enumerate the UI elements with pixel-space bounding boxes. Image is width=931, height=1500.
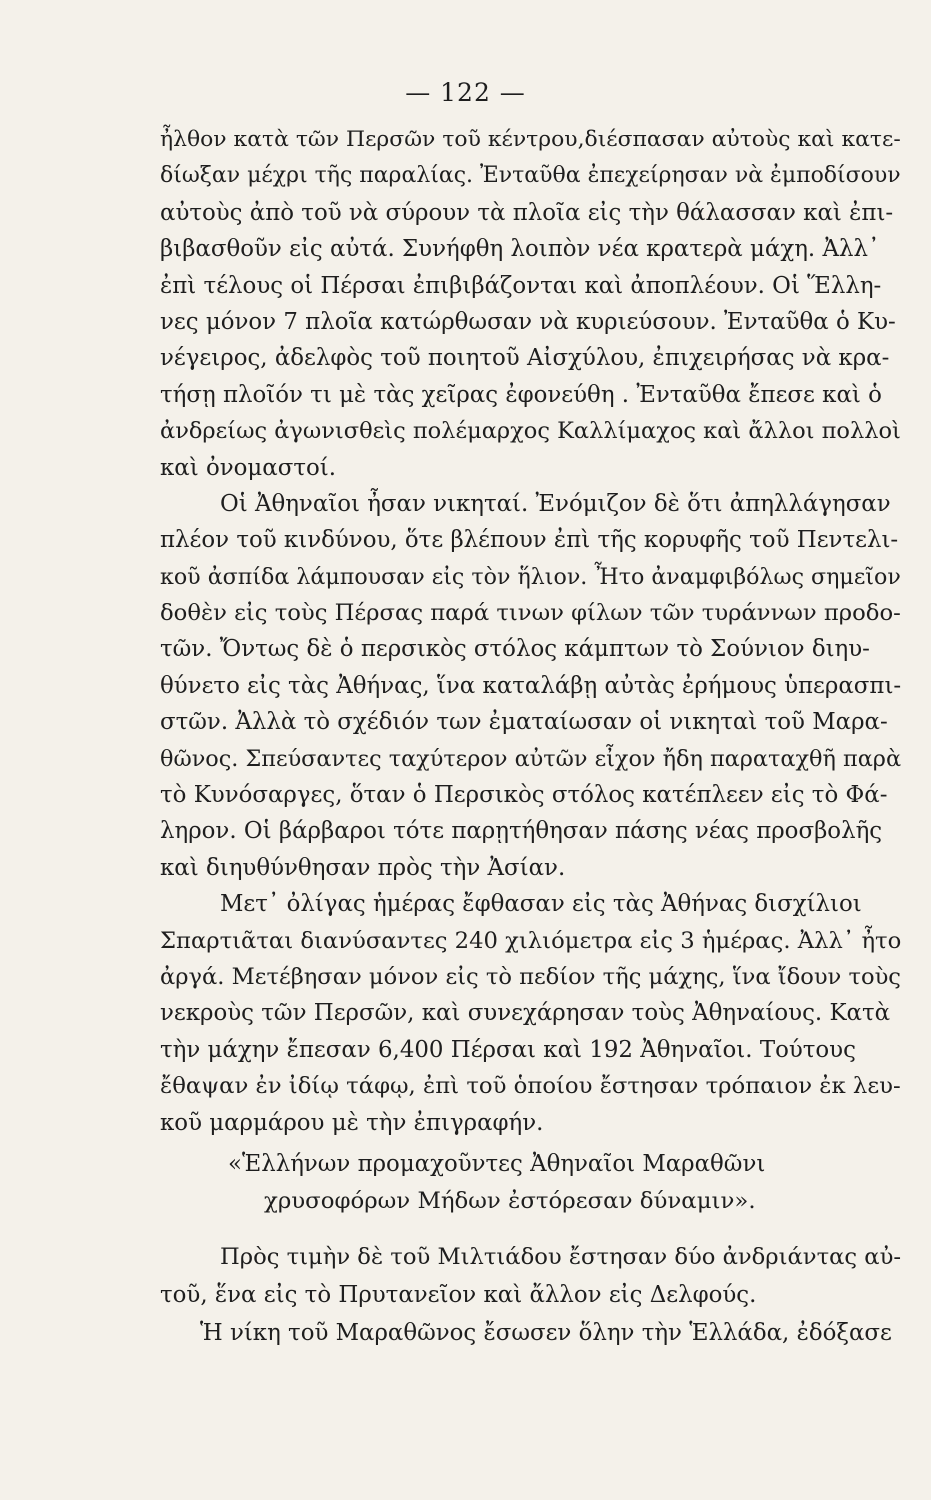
text-line: τὸ Κυνόσαργες, ὅταν ὁ Περσικὸς στόλος κατέπλεεν εἰς τὸ Φά- bbox=[160, 782, 888, 809]
text-line: Οἱ Ἀθηναῖοι ἦσαν νικηταί. Ἐνόμιζον δὲ ὅτι ἀπηλλάγησαν bbox=[220, 490, 891, 517]
text-line: τὴν μάχην ἔπεσαν 6,400 Πέρσαι καὶ 192 Ἀθηναῖοι. Τούτους bbox=[160, 1036, 856, 1063]
text-line: θῶνος. Σπεύσαντες ταχύτερον αὐτῶν εἶχον ἤδη παραταχθῆ παρὰ bbox=[160, 745, 902, 772]
text-line: πλέον τοῦ κινδύνου, ὅτε βλέπουν ἐπὶ τῆς κορυφῆς τοῦ Πεντελι- bbox=[160, 527, 899, 554]
text-line: δίωξαν μέχρι τῆς παραλίας. Ἐνταῦθα ἐπεχείρησαν νὰ ἐμποδίσουν bbox=[160, 163, 901, 189]
text-line: καὶ διηυθύνθησαν πρὸς τὴν Ἀσίαν. bbox=[160, 854, 566, 881]
epigram-quote bbox=[228, 1146, 888, 1220]
text-line: Σπαρτιᾶται διανύσαντες 240 χιλιόμετρα εἰς 3 ἡμέρας. Ἀλλ᾽ ἦτο bbox=[160, 927, 902, 954]
text-line: τοῦ, ἕνα εἰς τὸ Πρυτανεῖον καὶ ἄλλον εἰς Δελφούς. bbox=[160, 1282, 757, 1308]
text-line: ἐπὶ τέλους οἱ Πέρσαι ἐπιβιβάζονται καὶ ἀποπλέουν. Οἱ Ἕλλη- bbox=[160, 272, 882, 299]
text-line: ἀργά. Μετέβησαν μόνον εἰς τὸ πεδίον τῆς μάχης, ἵνα ἴδουν τοὺς bbox=[160, 963, 901, 990]
text-line: ἦλθον κατὰ τῶν Περσῶν τοῦ κέντρου,διέσπασαν αὐτοὺς καὶ κατε- bbox=[160, 127, 901, 152]
text-line: στῶν. Ἀλλὰ τὸ σχέδιόν των ἐματαίωσαν οἱ νικηταὶ τοῦ Μαρα- bbox=[160, 709, 888, 736]
text-line: αὐτοὺς ἀπὸ τοῦ νὰ σύρουν τὰ πλοῖα εἰς τὴν θάλασσαν καὶ ἐπι- bbox=[160, 199, 894, 226]
text-line: νεκροὺς τῶν Περσῶν, καὶ συνεχάρησαν τοὺς Ἀθηναίους. Κατὰ bbox=[160, 1000, 891, 1027]
text-line: βιβασθοῦν εἰς αὐτά. Συνήφθη λοιπὸν νέα κρατερὰ μάχη. Ἀλλ᾽ bbox=[160, 236, 880, 263]
text-line: θύνετο εἰς τὰς Ἀθήνας, ἵνα καταλάβῃ αὐτὰς ἐρήμους ὑπερασπι- bbox=[160, 672, 902, 699]
text-line: δοθὲν εἰς τοὺς Πέρσας παρά τινων φίλων τῶν τυράννων προδο- bbox=[160, 600, 901, 627]
text-line: Μετ᾽ ὀλίγας ἡμέρας ἔφθασαν εἰς τὰς Ἀθήνας δισχίλιοι bbox=[220, 891, 862, 918]
text-line: κοῦ ἀσπίδα λάμπουσαν εἰς τὸν ἥλιον. Ἦτο ἀναμφιβόλως σημεῖον bbox=[160, 563, 901, 590]
text-line: καὶ ὀνομαστοί. bbox=[160, 454, 337, 481]
text-line: ἀνδρείως ἀγωνισθεὶς πολέμαρχος Καλλίμαχος καὶ ἄλλοι πολλοὶ bbox=[160, 418, 901, 445]
text-line: κοῦ μαρμάρου μὲ τὴν ἐπιγραφήν. bbox=[160, 1109, 544, 1136]
body-text bbox=[160, 122, 905, 1141]
text-line: νες μόνον 7 πλοῖα κατώρθωσαν νὰ κυριεύσουν. Ἐνταῦθα ὁ Κυ- bbox=[160, 308, 896, 335]
text-line: Ἡ νίκη τοῦ Μαραθῶνος ἔσωσεν ὅλην τὴν Ἑλλάδα, ἐδόξασε bbox=[200, 1320, 892, 1346]
quote-line: χρυσοφόρων Μήδων ἐστόρεσαν δύναμιν». bbox=[264, 1188, 756, 1214]
text-line: ἔθαψαν ἐν ἰδίῳ τάφῳ, ἐπὶ τοῦ ὁποίου ἔστησαν τρόπαιον ἐκ λευ- bbox=[160, 1073, 901, 1100]
closing-text bbox=[160, 1238, 905, 1352]
quote-line: «Ἑλλήνων προμαχοῦντες Ἀθηναῖοι Μαραθῶνι bbox=[228, 1151, 766, 1177]
page-number: — 122 — bbox=[405, 78, 526, 107]
text-line: τήσῃ πλοῖόν τι μὲ τὰς χεῖρας ἐφονεύθη . Ἐνταῦθα ἔπεσε καὶ ὁ bbox=[160, 381, 882, 408]
text-line: τῶν. Ὄντως δὲ ὁ περσικὸς στόλος κάμπτων τὸ Σούνιον διηυ- bbox=[160, 636, 870, 663]
text-line: Πρὸς τιμὴν δὲ τοῦ Μιλτιάδου ἔστησαν δύο ἀνδριάντας αὐ- bbox=[220, 1244, 902, 1270]
text-line: νέγειρος, ἀδελφὸς τοῦ ποιητοῦ Αἰσχύλου, ἐπιχειρήσας νὰ κρα- bbox=[160, 345, 890, 372]
text-line: ληρον. Οἱ βάρβαροι τότε παρῃτήθησαν πάσης νέας προσβολῆς bbox=[160, 818, 883, 845]
